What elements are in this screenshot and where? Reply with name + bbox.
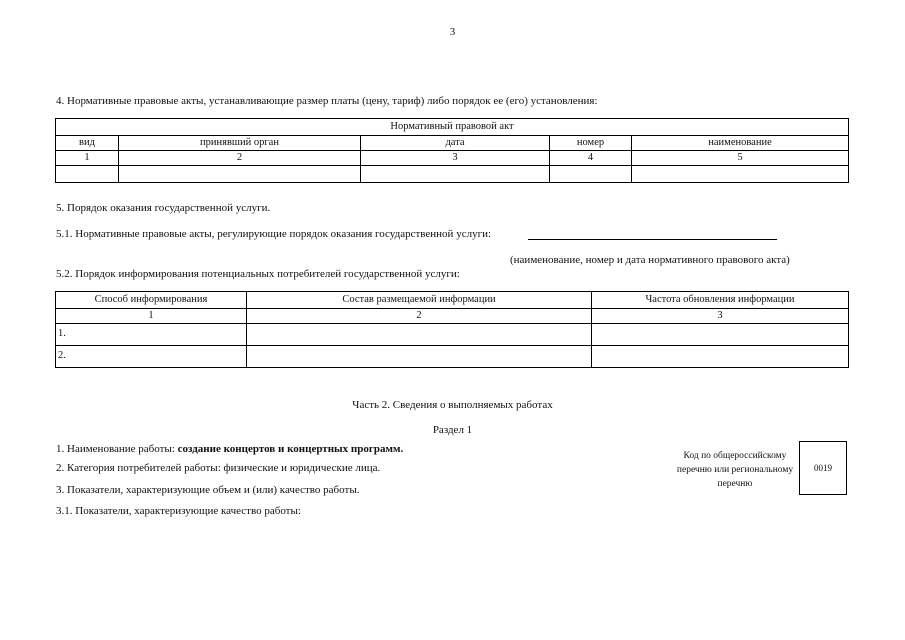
col-index: 3 <box>361 151 550 166</box>
empty-cell <box>247 346 592 368</box>
quality-indicators-title: 3.1. Показатели, характеризующие качество работы: <box>56 505 301 517</box>
section-5-1-title: 5.1. Нормативные правовые акты, регулирующие порядок оказания государственной услуги: <box>56 228 492 240</box>
col-index: 4 <box>550 151 632 166</box>
col-date: дата <box>361 136 550 151</box>
col-number: номер <box>550 136 632 151</box>
section-4-title: 4. Нормативные правовые акты, устанавливающие размер платы (цену, тариф) либо порядок ее (его) установления: <box>56 95 598 107</box>
work-name-line <box>56 443 403 455</box>
section-title: Раздел 1 <box>432 424 473 436</box>
work-name-value: создание концертов и концертных программ. <box>177 443 404 455</box>
registry-code-label: Код по общероссийскому перечню или региональному перечню <box>676 451 794 489</box>
col-index: 2 <box>247 309 592 324</box>
empty-cell <box>550 166 632 183</box>
empty-cell <box>592 346 849 368</box>
fill-in-caption: (наименование, номер и дата нормативного правового акта) <box>510 254 790 266</box>
col-content: Состав размещаемой информации <box>247 292 592 309</box>
page-number: 3 <box>449 26 456 38</box>
col-index: 1 <box>56 151 119 166</box>
col-name: наименование <box>632 136 849 151</box>
col-index: 3 <box>592 309 849 324</box>
registry-code-box: 0019 <box>799 441 847 495</box>
col-type: вид <box>56 136 119 151</box>
section-5-title: 5. Порядок оказания государственной услуги. <box>56 202 271 214</box>
empty-cell <box>119 166 361 183</box>
empty-cell <box>247 324 592 346</box>
col-method: Способ информирования <box>56 292 247 309</box>
informing-table <box>55 291 849 368</box>
col-frequency: Частота обновления информации <box>592 292 849 309</box>
section-5-2-title: 5.2. Порядок информирования потенциальных потребителей государственной услуги: <box>56 268 460 280</box>
table-row-label: 2. <box>56 346 247 368</box>
empty-cell <box>592 324 849 346</box>
table-row-label: 1. <box>56 324 247 346</box>
empty-cell <box>632 166 849 183</box>
col-index: 5 <box>632 151 849 166</box>
part-2-title: Часть 2. Сведения о выполняемых работах <box>352 399 553 411</box>
legal-acts-table <box>55 118 849 183</box>
col-index: 2 <box>119 151 361 166</box>
consumer-category: 2. Категория потребителей работы: физические и юридические лица. <box>56 462 381 474</box>
col-authority: принявший орган <box>119 136 361 151</box>
empty-cell <box>361 166 550 183</box>
indicators-title: 3. Показатели, характеризующие объем и (или) качество работы. <box>56 484 360 496</box>
legal-act-header: Нормативный правовой акт <box>56 119 849 136</box>
work-name-label: 1. Наименование работы: <box>56 443 178 455</box>
col-index: 1 <box>56 309 247 324</box>
fill-in-line <box>528 239 777 240</box>
empty-cell <box>56 166 119 183</box>
